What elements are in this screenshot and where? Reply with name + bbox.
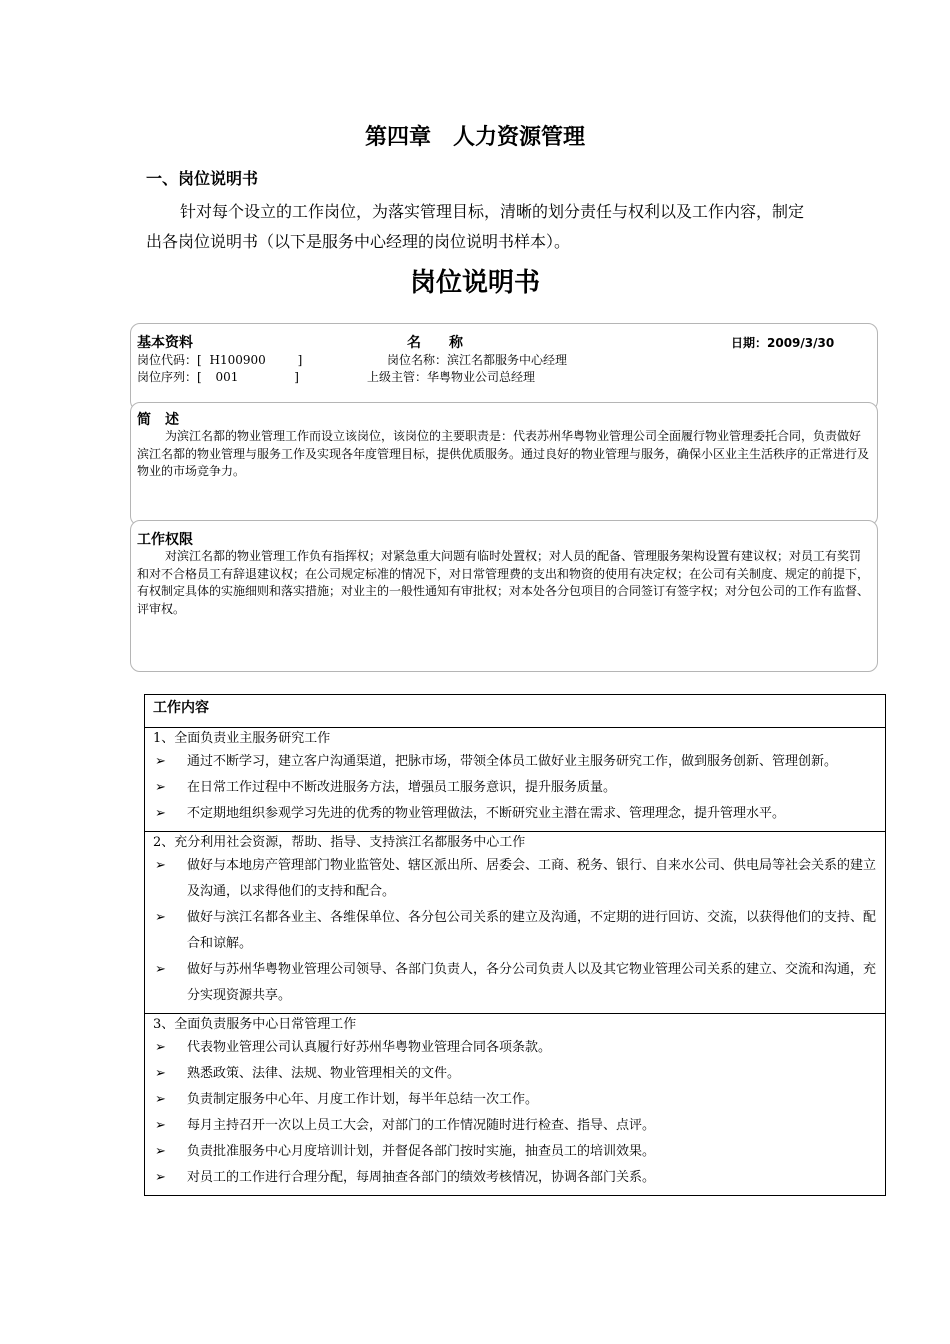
document-title: 岗位说明书 bbox=[409, 268, 540, 298]
arrow-bullet-icon: ➢ bbox=[155, 858, 166, 873]
list-item-text: 负责批准服务中心月度培训计划，并督促各部门按时实施，抽查员工的培训效果。 bbox=[187, 1144, 656, 1159]
arrow-bullet-icon: ➢ bbox=[155, 910, 166, 925]
list-item-text: 做好与苏州华粤物业管理公司领导、各部门负责人，各分公司负责人以及其它物业管理公司关系的建立、交流和沟通，充分实现资源共享。 bbox=[187, 962, 877, 1003]
arrow-bullet-icon: ➢ bbox=[155, 1170, 166, 1185]
position-series-close: ] bbox=[294, 370, 299, 384]
position-name: 岗位名称：滨江名都服务中心经理 bbox=[387, 353, 568, 367]
summary-heading: 简 述 bbox=[137, 412, 179, 428]
work-content-table bbox=[144, 694, 886, 1196]
list-item bbox=[153, 1139, 877, 1165]
arrow-bullet-icon: ➢ bbox=[155, 1066, 166, 1081]
section-title: 一、岗位说明书 bbox=[146, 169, 259, 188]
list-item bbox=[153, 905, 877, 957]
list-item bbox=[153, 1165, 877, 1191]
name-label: 名 称 bbox=[407, 335, 463, 351]
list-item bbox=[153, 853, 877, 905]
arrow-bullet-icon: ➢ bbox=[155, 1144, 166, 1159]
list-item-text: 代表物业管理公司认真履行好苏州华粤物业管理合同各项条款。 bbox=[187, 1040, 552, 1055]
position-series-label: 岗位序列：[ bbox=[137, 370, 202, 384]
list-item-text: 通过不断学习，建立客户沟通渠道，把脉市场，带领全体员工做好业主服务研究工作，做到服务创新、管理创新。 bbox=[187, 754, 838, 769]
position-series bbox=[137, 369, 299, 386]
arrow-bullet-icon: ➢ bbox=[155, 1040, 166, 1055]
list-item-text: 熟悉政策、法律、法规、物业管理相关的文件。 bbox=[187, 1066, 461, 1081]
list-item bbox=[153, 801, 877, 827]
work-section-1 bbox=[145, 728, 886, 832]
list-item-text: 负责制定服务中心年、月度工作计划，每半年总结一次工作。 bbox=[187, 1092, 539, 1107]
position-code-close: ] bbox=[297, 353, 303, 367]
arrow-bullet-icon: ➢ bbox=[155, 1118, 166, 1133]
list-item-text: 做好与滨江名都各业主、各维保单位、各分包公司关系的建立及沟通，不定期的进行回访、交流，以获得他们的支持、配合和谅解。 bbox=[187, 910, 877, 951]
list-item-text: 在日常工作过程中不断改进服务方法，增强员工服务意识，提升服务质量。 bbox=[187, 780, 617, 795]
work-section-2 bbox=[145, 832, 886, 1014]
date-label: 日期：2009/3/30 bbox=[731, 336, 835, 350]
work-section-title: 3、全面负责服务中心日常管理工作 bbox=[153, 1017, 357, 1032]
arrow-bullet-icon: ➢ bbox=[155, 754, 166, 769]
list-item bbox=[153, 1087, 877, 1113]
work-section-3 bbox=[145, 1014, 886, 1196]
summary-box bbox=[130, 402, 878, 526]
position-code-label: 岗位代码：[ bbox=[137, 353, 202, 367]
list-item-text: 做好与本地房产管理部门物业监管处、辖区派出所、居委会、工商、税务、银行、自来水公司、供电局等社会关系的建立及沟通，以求得他们的支持和配合。 bbox=[187, 858, 877, 899]
list-item bbox=[153, 957, 877, 1009]
summary-text: 为滨江名都的物业管理工作而设立该岗位，该岗位的主要职责是：代表苏州华粤物业管理公司全面履行物业管理委托合同，负责做好滨江名都的物业管理与服务工作及实现各年度管理目标，提供优质服务。通过良好的物业管理与服务，确保小区业主生活秩序的正常进行及物业的市场竞争力。 bbox=[137, 429, 870, 478]
arrow-bullet-icon: ➢ bbox=[155, 962, 166, 977]
list-item bbox=[153, 749, 877, 775]
arrow-bullet-icon: ➢ bbox=[155, 806, 166, 821]
chapter-title: 第四章 人力资源管理 bbox=[364, 125, 585, 150]
list-item-text: 每月主持召开一次以上员工大会，对部门的工作情况随时进行检查、指导、点评。 bbox=[187, 1118, 656, 1133]
arrow-bullet-icon: ➢ bbox=[155, 1092, 166, 1107]
basic-info-heading: 基本资料 bbox=[137, 335, 193, 351]
list-item bbox=[153, 1035, 877, 1061]
list-item-text: 不定期地组织参观学习先进的优秀的物业管理做法，不断研究业主潜在需求、管理理念，提升管理水平。 bbox=[187, 806, 786, 821]
authority-box bbox=[130, 520, 878, 672]
authority-heading: 工作权限 bbox=[137, 532, 193, 548]
position-series-value: 001 bbox=[215, 370, 239, 384]
intro-paragraph: 针对每个设立的工作岗位，为落实管理目标，清晰的划分责任与权利以及工作内容，制定出各岗位说明书（以下是服务中心经理的岗位说明书样本）。 bbox=[146, 202, 805, 251]
authority-text: 对滨江名都的物业管理工作负有指挥权；对紧急重大问题有临时处置权；对人员的配备、管理服务架构设置有建议权；对员工有奖罚和对不合格员工有辞退建议权；在公司规定标准的情况下，对日常管理费的支出和物资的使用有决定权；在公司有关制度、规定的前提下，有权制定具体的实施细则和落实措施；对业主的一般性通知有审批权；对本处各分包项目的合同签订有签字权；对分包公司的工作有监督、评审权。 bbox=[137, 549, 870, 616]
work-section-title: 2、充分利用社会资源，帮助、指导、支持滨江名都服务中心工作 bbox=[153, 835, 526, 850]
basic-info-box bbox=[130, 323, 878, 411]
position-code bbox=[137, 352, 302, 369]
arrow-bullet-icon: ➢ bbox=[155, 780, 166, 795]
work-section-title: 1、全面负责业主服务研究工作 bbox=[153, 731, 331, 746]
position-code-value: H100900 bbox=[209, 353, 266, 367]
work-content-heading: 工作内容 bbox=[145, 695, 886, 728]
list-item-text: 对员工的工作进行合理分配，每周抽查各部门的绩效考核情况，协调各部门关系。 bbox=[187, 1170, 656, 1185]
supervisor: 上级主管：华粤物业公司总经理 bbox=[367, 370, 536, 384]
list-item bbox=[153, 1113, 877, 1139]
list-item bbox=[153, 1061, 877, 1087]
list-item bbox=[153, 775, 877, 801]
